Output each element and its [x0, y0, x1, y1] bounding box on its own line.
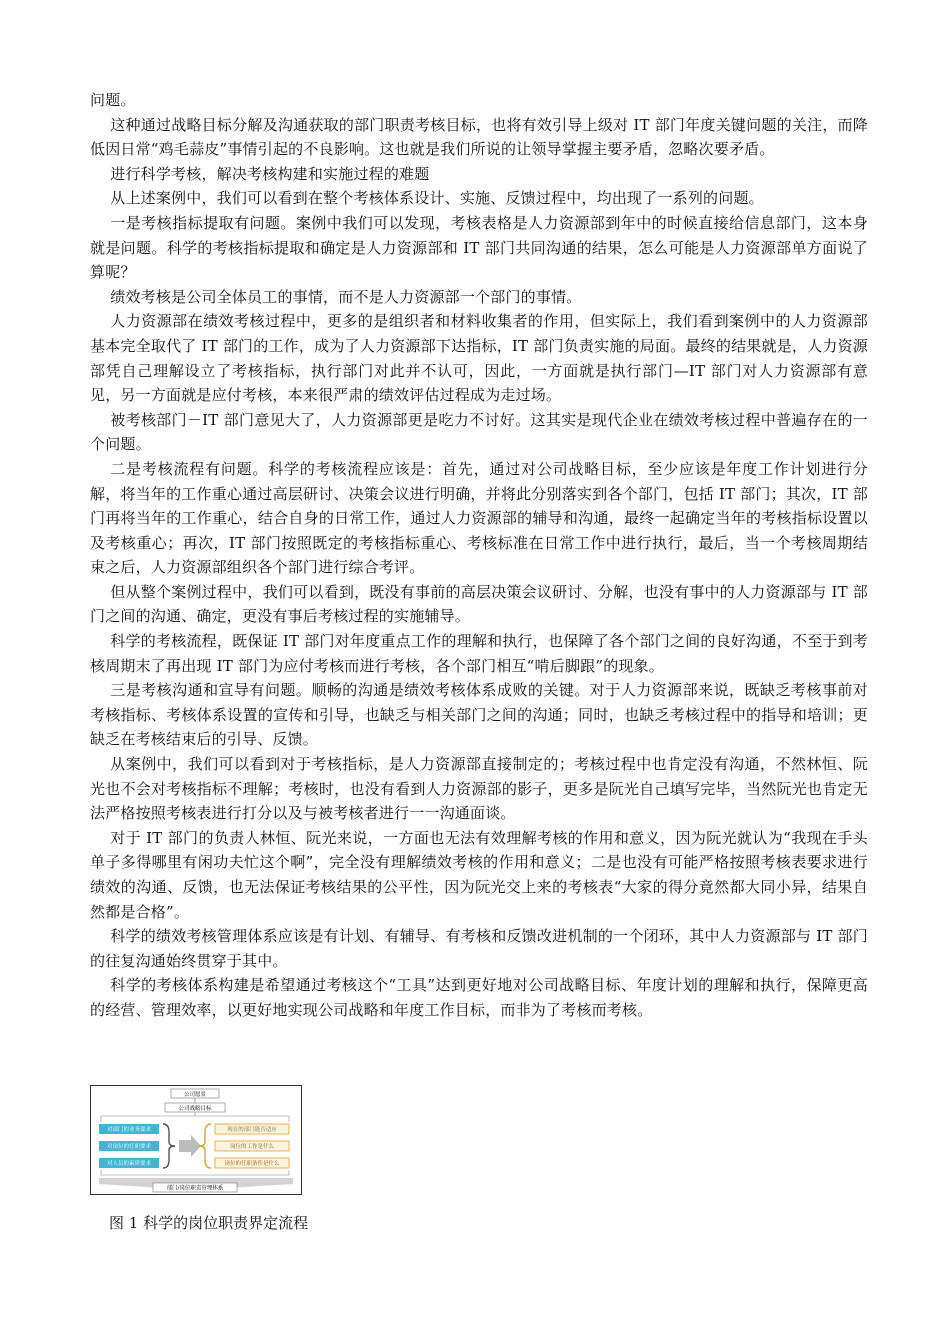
- brace-left-icon: [163, 1124, 175, 1168]
- bracket-top: [101, 1116, 289, 1122]
- paragraph: 被考核部门－IT 部门意见大了，人力资源部更是吃力不讨好。这其实是现代企业在绩效考核过程中普遍存在的一个问题。: [90, 410, 868, 454]
- right-label-2: 岗位的工作是什么: [229, 1144, 275, 1150]
- paragraph: 从案例中，我们可以看到对于考核指标，是人力资源部直接制定的；考核过程中也肯定没有沟通，不然林恒、阮光也不会对考核指标不理解；考核时，也没有看到人力资源部的影子，更多是阮光自己填写完毕，当然阮光也肯定无法严格按照考核表进行打分以及与被考核者进行一一沟通面谈。: [90, 755, 868, 823]
- strategy-label: 公司战略目标: [178, 1105, 212, 1112]
- flow-diagram: [91, 1086, 301, 1194]
- paragraph: 问题。: [90, 91, 136, 109]
- brace-right-icon: [199, 1124, 211, 1168]
- paragraph: 但从整个案例过程中，我们可以看到，既没有事前的高层决策会议研讨、分解，也没有事中的人力资源部与 IT 部门之间的沟通、确定，更没有事后考核过程的实施辅导。: [90, 582, 868, 626]
- article-body: [90, 88, 868, 1023]
- paragraph: 一是考核指标提取有问题。案例中我们可以发现，考核表格是人力资源部到年中的时候直接给信息部门，这本身就是问题。科学的考核指标提取和确定是人力资源部和 IT 部门共同沟通的结果，怎么可能是人力资源部单方面说了算呢？: [90, 213, 868, 282]
- paragraph: 二是考核流程有问题。科学的考核流程应该是：首先，通过对公司战略目标，至少应该是年度工作计划进行分解，将当年的工作重心通过高层研讨、决策会议进行明确，并将此分别落实到各个部门，包括 IT 部门；其次，IT 部门再将当年的工作重心，结合自身的日常工作，通过人力资源部的辅导和沟通，最终一起确定当年的考核指标设置以及考核重心；再次，IT 部门按照既定的考核指标重心、考核标准在日常工作中进行执行，最后，当一个考核周期结束之后，人力资源部组织各个部门进行综合考评。: [90, 459, 868, 577]
- figure-job-responsibility-flow: [90, 1085, 302, 1195]
- paragraph: 进行科学考核，解决考核构建和实施过程的难题: [110, 164, 430, 183]
- right-label-3: 岗位的任职条件是什么: [224, 1161, 280, 1167]
- left-label-3: 对人员的素质要求: [106, 1161, 152, 1167]
- paragraph: 三是考核沟通和宣导有问题。顺畅的沟通是绩效考核体系成败的关键。对于人力资源部来说，既缺乏考核事前对考核指标、考核体系设置的宣传和引导，也缺乏与相关部门之间的沟通；同时，也缺乏考核过程中的指导和培训；更缺乏在考核结束后的引导、反馈。: [90, 681, 868, 749]
- paragraph: 对于 IT 部门的负责人林恒、阮光来说，一方面也无法有效理解考核的作用和意义，因为阮光就认为“我现在手头单子多得哪里有闲功夫忙这个啊”，完全没有理解绩效考核的作用和意义；二是也没有可能严格按照考核表要求进行绩效的沟通、反馈，也无法保证考核结果的公平性，因为阮光交上来的考核表“大家的得分竟然都大同小异，结果自然都是合格”。: [90, 828, 868, 921]
- system-label: 部门/岗位职责管理体系: [166, 1185, 224, 1192]
- bracket-bottom: [101, 1170, 289, 1175]
- paragraph: 人力资源部在绩效考核过程中，更多的是组织者和材料收集者的作用，但实际上，我们看到案例中的人力资源部基本完全取代了 IT 部门的工作，成为了人力资源部下达指标，IT 部门负责实施的局面。最终的结果就是，人力资源部凭自己理解设立了考核指标，执行部门对此并不认可，因此，一方面就是执行部门—IT 部门对人力资源部有意见，另一方面就是应付考核，本来很严肃的绩效评估过程成为走过场。: [90, 312, 868, 405]
- paragraph: 这种通过战略目标分解及沟通获取的部门职责考核目标，也将有效引导上级对 IT 部门年度关键问题的关注，而降低因日常“鸡毛蒜皮”事情引起的不良影响。这也就是我们所说的让领导掌握主要矛盾，忽略次要矛盾。: [90, 115, 868, 159]
- left-label-1: 对部门的业务要求: [106, 1127, 152, 1133]
- paragraph: 科学的考核流程，既保证 IT 部门对年度重点工作的理解和执行，也保障了各个部门之间的良好沟通，不至于到考核周期末了再出现 IT 部门为应付考核而进行考核，各个部门相互“啃后脚跟”的现象。: [90, 632, 868, 675]
- vision-label: 公司愿景: [183, 1091, 207, 1098]
- arrow-right-icon: [179, 1135, 201, 1157]
- figure-caption: 图 1 科学的岗位职责界定流程: [109, 1214, 309, 1232]
- paragraph: 从上述案例中，我们可以看到在整个考核体系设计、实施、反馈过程中，均出现了一系列的问题。: [110, 189, 764, 208]
- paragraph: 绩效考核是公司全体员工的事情，而不是人力资源部一个部门的事情。: [110, 287, 582, 306]
- paragraph: 科学的绩效考核管理体系应该是有计划、有辅导、有考核和反馈改进机制的一个闭环，其中人力资源部与 IT 部门的往复沟通始终贯穿于其中。: [90, 927, 868, 970]
- left-label-2: 对岗位的任职要求: [106, 1144, 152, 1150]
- paragraph: 科学的考核体系构建是希望通过考核这个“工具”达到更好地对公司战略目标、年度计划的理解和执行，保障更高的经营、管理效率，以更好地实现公司战略和年度工作目标，而非为了考核而考核。: [90, 976, 868, 1019]
- right-label-1: 现在的部门能否适应: [227, 1127, 277, 1133]
